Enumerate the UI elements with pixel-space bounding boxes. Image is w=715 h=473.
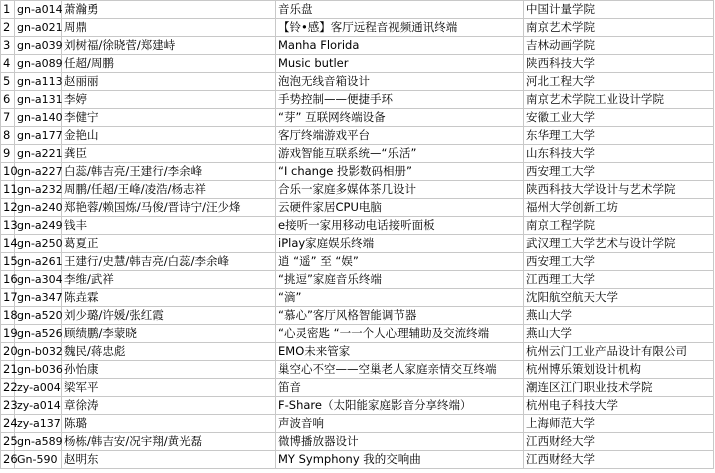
institution-cell[interactable]: 江西理工大学: [524, 271, 714, 289]
designers-cell[interactable]: 李健宁: [62, 109, 276, 127]
institution-cell[interactable]: 杭州博乐策划设计机构: [524, 361, 714, 379]
designers-cell[interactable]: 刘少璐/许媛/张红霞: [62, 307, 276, 325]
entry-code-cell[interactable]: zy-a014: [15, 397, 62, 415]
table-row: [1, 1, 714, 19]
table-row: [1, 109, 714, 127]
table-row: [1, 73, 714, 91]
work-title-cell[interactable]: “滴”: [276, 289, 524, 307]
row-number-cell[interactable]: 16: [1, 271, 15, 289]
institution-cell[interactable]: 河北工程大学: [524, 73, 714, 91]
work-title-cell[interactable]: 逍 “遥” 至 “娱”: [276, 253, 524, 271]
designers-cell[interactable]: 周鼎: [62, 19, 276, 37]
work-title-cell[interactable]: F-Share（太阳能家庭影音分享终端）: [276, 397, 524, 415]
work-title-cell[interactable]: 微博播放器设计: [276, 433, 524, 451]
table-row: [1, 271, 714, 289]
entry-code-cell[interactable]: gn-a113: [15, 73, 62, 91]
designers-cell[interactable]: 赵明东: [62, 451, 276, 469]
institution-cell[interactable]: 燕山大学: [524, 307, 714, 325]
table-row: [1, 397, 714, 415]
designers-cell[interactable]: 李婷: [62, 91, 276, 109]
row-number-cell[interactable]: 15: [1, 253, 15, 271]
work-title-cell[interactable]: Music butler: [276, 55, 524, 73]
designers-cell[interactable]: 葛夏正: [62, 235, 276, 253]
row-number-cell[interactable]: 1: [1, 1, 15, 19]
row-number-cell[interactable]: 19: [1, 325, 15, 343]
entry-code-cell[interactable]: gn-a589: [15, 433, 62, 451]
designers-cell[interactable]: 钱丰: [62, 217, 276, 235]
row-number-cell[interactable]: 7: [1, 109, 15, 127]
designers-cell[interactable]: 白蕊/韩吉亮/王建行/李余峰: [62, 163, 276, 181]
row-number-cell[interactable]: 22: [1, 379, 15, 397]
institution-cell[interactable]: 南京艺术学院: [524, 19, 714, 37]
entry-code-cell[interactable]: gn-a526: [15, 325, 62, 343]
designers-cell[interactable]: 王建行/史慧/韩吉亮/白蕊/李余峰: [62, 253, 276, 271]
row-number-cell[interactable]: 26: [1, 451, 15, 469]
institution-cell[interactable]: 江西财经大学: [524, 433, 714, 451]
institution-cell[interactable]: 武汉理工大学艺术与设计学院: [524, 235, 714, 253]
row-number-cell[interactable]: 17: [1, 289, 15, 307]
work-title-cell[interactable]: “慕心”客厅风格智能调节器: [276, 307, 524, 325]
entry-code-cell[interactable]: gn-a014: [15, 1, 62, 19]
table-row: [1, 199, 714, 217]
row-number-cell[interactable]: 23: [1, 397, 15, 415]
entry-code-cell[interactable]: gn-a140: [15, 109, 62, 127]
row-number-cell[interactable]: 18: [1, 307, 15, 325]
designers-cell[interactable]: 周鹏/任超/王峰/凌浩/杨志祥: [62, 181, 276, 199]
entry-code-cell[interactable]: gn-a227: [15, 163, 62, 181]
entry-code-cell[interactable]: gn-a131: [15, 91, 62, 109]
table-row: [1, 235, 714, 253]
row-number-cell[interactable]: 12: [1, 199, 15, 217]
entry-code-cell[interactable]: gn-a021: [15, 19, 62, 37]
table-row: [1, 361, 714, 379]
institution-cell[interactable]: 陕西科技大学设计与艺术学院: [524, 181, 714, 199]
institution-cell[interactable]: 燕山大学: [524, 325, 714, 343]
table-row: [1, 217, 714, 235]
designers-cell[interactable]: 李维/武祥: [62, 271, 276, 289]
institution-cell[interactable]: 杭州电子科技大学: [524, 397, 714, 415]
designers-cell[interactable]: 魏民/蒋忠彪: [62, 343, 276, 361]
work-title-cell[interactable]: iPlay家庭娱乐终端: [276, 235, 524, 253]
table-body: [1, 1, 714, 469]
institution-cell[interactable]: 江西财经大学: [524, 451, 714, 469]
row-number-cell[interactable]: 11: [1, 181, 15, 199]
entry-code-cell[interactable]: gn-a177: [15, 127, 62, 145]
table-row: [1, 379, 714, 397]
row-number-cell[interactable]: 14: [1, 235, 15, 253]
table-row: [1, 433, 714, 451]
entry-code-cell[interactable]: gn-a304: [15, 271, 62, 289]
institution-cell[interactable]: 潮连区江门职业技术学院: [524, 379, 714, 397]
designers-cell[interactable]: 任超/周鹏: [62, 55, 276, 73]
entry-code-cell[interactable]: gn-b036: [15, 361, 62, 379]
row-number-cell[interactable]: 9: [1, 145, 15, 163]
entry-code-cell[interactable]: gn-a039: [15, 37, 62, 55]
institution-cell[interactable]: 山东科技大学: [524, 145, 714, 163]
entry-code-cell[interactable]: gn-b032: [15, 343, 62, 361]
row-number-cell[interactable]: 21: [1, 361, 15, 379]
row-number-cell[interactable]: 20: [1, 343, 15, 361]
entry-code-cell[interactable]: gn-a232: [15, 181, 62, 199]
table-row: [1, 451, 714, 469]
institution-cell[interactable]: 吉林动画学院: [524, 37, 714, 55]
designers-cell[interactable]: 杨栋/韩吉安/况宇翔/黄光磊: [62, 433, 276, 451]
table-row: [1, 415, 714, 433]
row-number-cell[interactable]: 24: [1, 415, 15, 433]
designers-cell[interactable]: 萧瀚勇: [62, 1, 276, 19]
designers-cell[interactable]: 刘树福/徐晓菅/郑建峙: [62, 37, 276, 55]
row-number-cell[interactable]: 10: [1, 163, 15, 181]
work-title-cell[interactable]: “挑逗”家庭音乐终端: [276, 271, 524, 289]
work-title-cell[interactable]: 音乐盘: [276, 1, 524, 19]
row-number-cell[interactable]: 4: [1, 55, 15, 73]
institution-cell[interactable]: 南京艺术学院工业设计学院: [524, 91, 714, 109]
entry-code-cell[interactable]: gn-a240: [15, 199, 62, 217]
entry-code-cell[interactable]: gn-a249: [15, 217, 62, 235]
designers-cell[interactable]: 章徐涛: [62, 397, 276, 415]
institution-cell[interactable]: 西安理工大学: [524, 253, 714, 271]
work-title-cell[interactable]: 声波音响: [276, 415, 524, 433]
table-row: [1, 19, 714, 37]
entry-code-cell[interactable]: gn-a221: [15, 145, 62, 163]
work-title-cell[interactable]: “I change 投影数码相册”: [276, 163, 524, 181]
work-title-cell[interactable]: “心灵密匙 “一一个人心理辅助及交流终端: [276, 325, 524, 343]
work-title-cell[interactable]: “芽” 互联网终端设备: [276, 109, 524, 127]
table-row: [1, 55, 714, 73]
entry-code-cell[interactable]: gn-a089: [15, 55, 62, 73]
designers-cell[interactable]: 郑艳蓉/赖国炼/马俊/晋诗宁/汪少烽: [62, 199, 276, 217]
row-number-cell[interactable]: 25: [1, 433, 15, 451]
designers-cell[interactable]: 赵丽丽: [62, 73, 276, 91]
designers-cell[interactable]: 孙怡康: [62, 361, 276, 379]
work-title-cell[interactable]: 游戏智能互联系统—“乐活”: [276, 145, 524, 163]
table-row: [1, 325, 714, 343]
institution-cell[interactable]: 福州大学创新工坊: [524, 199, 714, 217]
institution-cell[interactable]: 沈阳航空航天大学: [524, 289, 714, 307]
work-title-cell[interactable]: 客厅终端游戏平台: [276, 127, 524, 145]
work-title-cell[interactable]: 合乐一家庭多媒体茶几设计: [276, 181, 524, 199]
work-title-cell[interactable]: MY Symphony 我的交响曲: [276, 451, 524, 469]
designers-cell[interactable]: 金艳山: [62, 127, 276, 145]
institution-cell[interactable]: 南京工程学院: [524, 217, 714, 235]
work-title-cell[interactable]: Manha Florida: [276, 37, 524, 55]
row-number-cell[interactable]: 8: [1, 127, 15, 145]
entry-code-cell[interactable]: gn-a261: [15, 253, 62, 271]
work-title-cell[interactable]: e接听一家用移动电话接听面板: [276, 217, 524, 235]
entry-code-cell[interactable]: gn-a347: [15, 289, 62, 307]
table-row: [1, 307, 714, 325]
entry-code-cell[interactable]: zy-a137: [15, 415, 62, 433]
work-title-cell[interactable]: EMO未来管家: [276, 343, 524, 361]
designers-cell[interactable]: 顾绩鹏/李蒙晓: [62, 325, 276, 343]
designers-cell[interactable]: 梁军平: [62, 379, 276, 397]
work-title-cell[interactable]: 云硬件家居CPU电脑: [276, 199, 524, 217]
work-title-cell[interactable]: 手势控制——便捷手环: [276, 91, 524, 109]
row-number-cell[interactable]: 5: [1, 73, 15, 91]
table-row: [1, 343, 714, 361]
designers-cell[interactable]: 陈璐: [62, 415, 276, 433]
designers-cell[interactable]: 陈垚霖: [62, 289, 276, 307]
entry-code-cell[interactable]: gn-a520: [15, 307, 62, 325]
table-row: [1, 145, 714, 163]
table-row: [1, 37, 714, 55]
entry-code-cell[interactable]: gn-a250: [15, 235, 62, 253]
institution-cell[interactable]: 杭州云门工业产品设计有限公司: [524, 343, 714, 361]
table-row: [1, 253, 714, 271]
work-title-cell[interactable]: 巢空心不空——空巢老人家庭亲情交互终端: [276, 361, 524, 379]
institution-cell[interactable]: 西安理工大学: [524, 163, 714, 181]
table-row: [1, 181, 714, 199]
work-title-cell[interactable]: 泡泡无线音箱设计: [276, 73, 524, 91]
row-number-cell[interactable]: 2: [1, 19, 15, 37]
table-row: [1, 91, 714, 109]
institution-cell[interactable]: 安徽工业大学: [524, 109, 714, 127]
institution-cell[interactable]: 中国计量学院: [524, 1, 714, 19]
row-number-cell[interactable]: 3: [1, 37, 15, 55]
table-row: [1, 163, 714, 181]
institution-cell[interactable]: 东华理工大学: [524, 127, 714, 145]
entry-code-cell[interactable]: zy-a004: [15, 379, 62, 397]
row-number-cell[interactable]: 13: [1, 217, 15, 235]
row-number-cell[interactable]: 6: [1, 91, 15, 109]
entry-code-cell[interactable]: Gn-590: [15, 451, 62, 469]
institution-cell[interactable]: 陕西科技大学: [524, 55, 714, 73]
table-row: [1, 127, 714, 145]
work-title-cell[interactable]: 【铃•感】客厅远程音视频通讯终端: [276, 19, 524, 37]
table-row: [1, 289, 714, 307]
work-title-cell[interactable]: 笛音: [276, 379, 524, 397]
institution-cell[interactable]: 上海师范大学: [524, 415, 714, 433]
designers-cell[interactable]: 龚臣: [62, 145, 276, 163]
